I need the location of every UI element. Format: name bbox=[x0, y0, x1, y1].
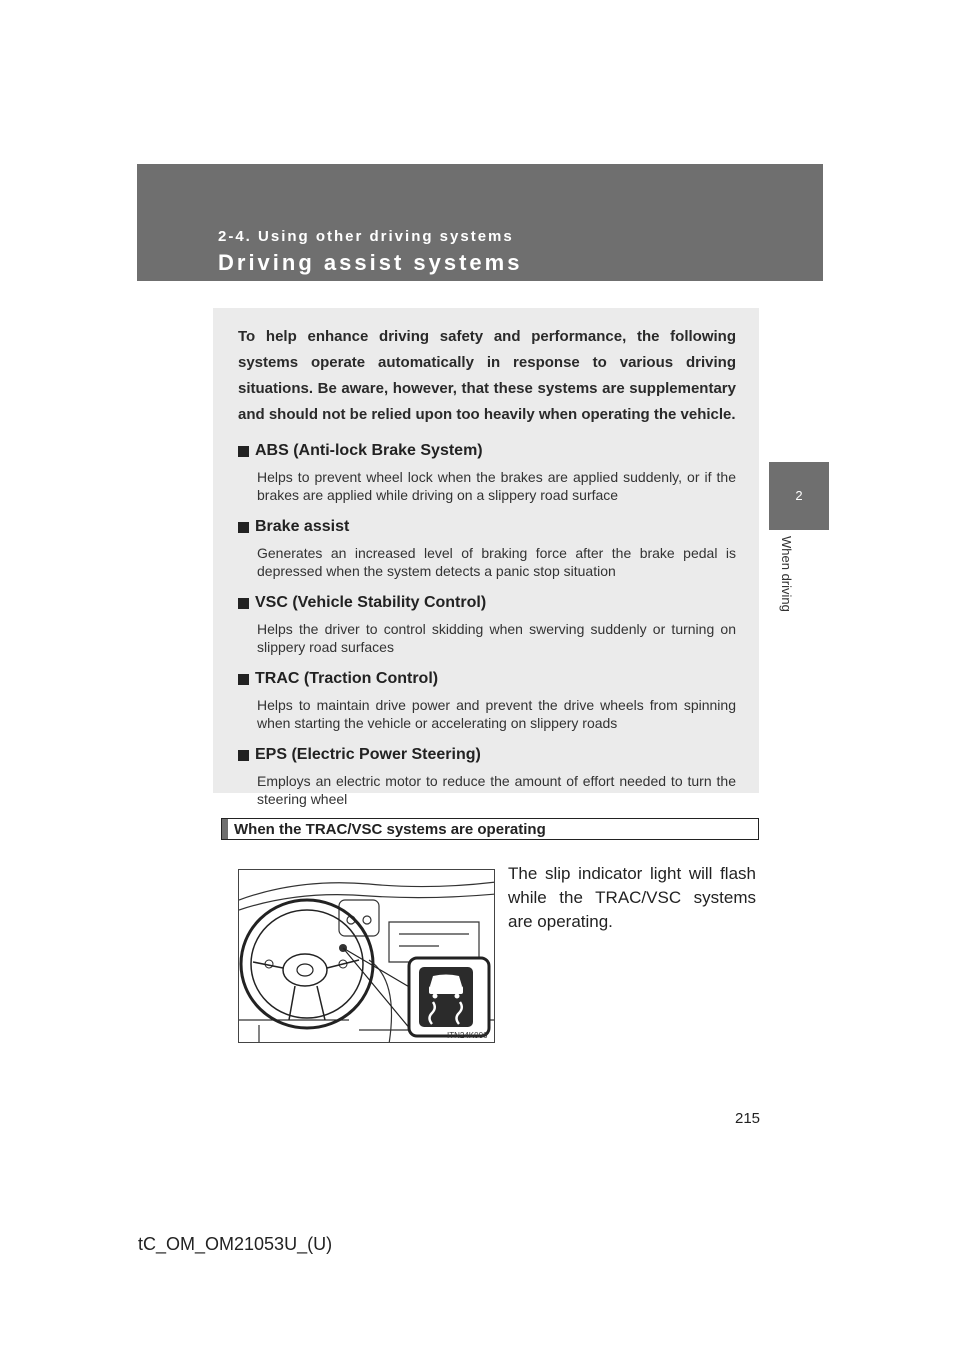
subheading-bar bbox=[222, 819, 228, 839]
feature-desc: Helps to maintain drive power and prevent the drive wheels from spinning when starting the vehicle or accelerating on slippery roads bbox=[257, 697, 736, 731]
feature-title: TRAC (Traction Control) bbox=[255, 670, 439, 687]
feature-desc: Helps to prevent wheel lock when the brakes are applied suddenly, or if the brakes are applied while driving on a slippery road surface bbox=[257, 469, 736, 503]
feature-abs bbox=[238, 440, 736, 504]
feature-title: EPS (Electric Power Steering) bbox=[255, 746, 481, 763]
feature-brake-assist bbox=[238, 516, 736, 580]
feature-desc: Generates an increased level of braking force after the brake pedal is depressed when the system detects a panic stop situation bbox=[257, 545, 736, 579]
square-bullet-icon bbox=[238, 674, 249, 685]
subheading-text: When the TRAC/VSC systems are operating bbox=[234, 820, 546, 838]
feature-title: ABS (Anti-lock Brake System) bbox=[255, 442, 483, 459]
page-number: 215 bbox=[735, 1110, 761, 1127]
square-bullet-icon bbox=[238, 598, 249, 609]
square-bullet-icon bbox=[238, 446, 249, 457]
operating-text: The slip indicator light will flash while the TRAC/VSC systems are operating. bbox=[508, 864, 756, 931]
feature-title: VSC (Vehicle Stability Control) bbox=[255, 594, 487, 611]
page-title: Driving assist systems bbox=[218, 250, 523, 275]
dashboard-drawing bbox=[239, 870, 495, 1043]
steering-wheel bbox=[241, 900, 373, 1028]
intro-text: To help enhance driving safety and performance, the following systems operate automatically in response to various driving situations. Be aware, however, that these systems are supplementary and should not be relied upon too heavily when operating the vehicle. bbox=[238, 328, 736, 423]
figure-code: ITN24K006 bbox=[447, 1031, 488, 1040]
page-header bbox=[137, 164, 823, 281]
slip-indicator-callout bbox=[409, 958, 489, 1036]
feature-eps bbox=[238, 744, 736, 808]
feature-trac bbox=[238, 668, 736, 732]
feature-desc: Helps the driver to control skidding when swerving suddenly or turning on slippery road surfaces bbox=[257, 621, 736, 655]
feature-vsc bbox=[238, 592, 736, 656]
intro-box bbox=[213, 308, 759, 807]
square-bullet-icon bbox=[238, 750, 249, 761]
dashboard-illustration bbox=[238, 869, 495, 1043]
chapter-tab-number: 2 bbox=[769, 462, 829, 530]
document-code: tC_OM_OM21053U_(U) bbox=[138, 1234, 333, 1254]
operating-subheading bbox=[221, 818, 759, 840]
callout-lines bbox=[339, 944, 411, 1030]
section-label: 2-4. Using other driving systems bbox=[218, 228, 514, 245]
feature-desc: Employs an electric motor to reduce the amount of effort needed to turn the steering wheel bbox=[257, 773, 736, 807]
feature-title: Brake assist bbox=[255, 518, 350, 535]
chapter-tab-text: When driving bbox=[779, 536, 794, 612]
square-bullet-icon bbox=[238, 522, 249, 533]
